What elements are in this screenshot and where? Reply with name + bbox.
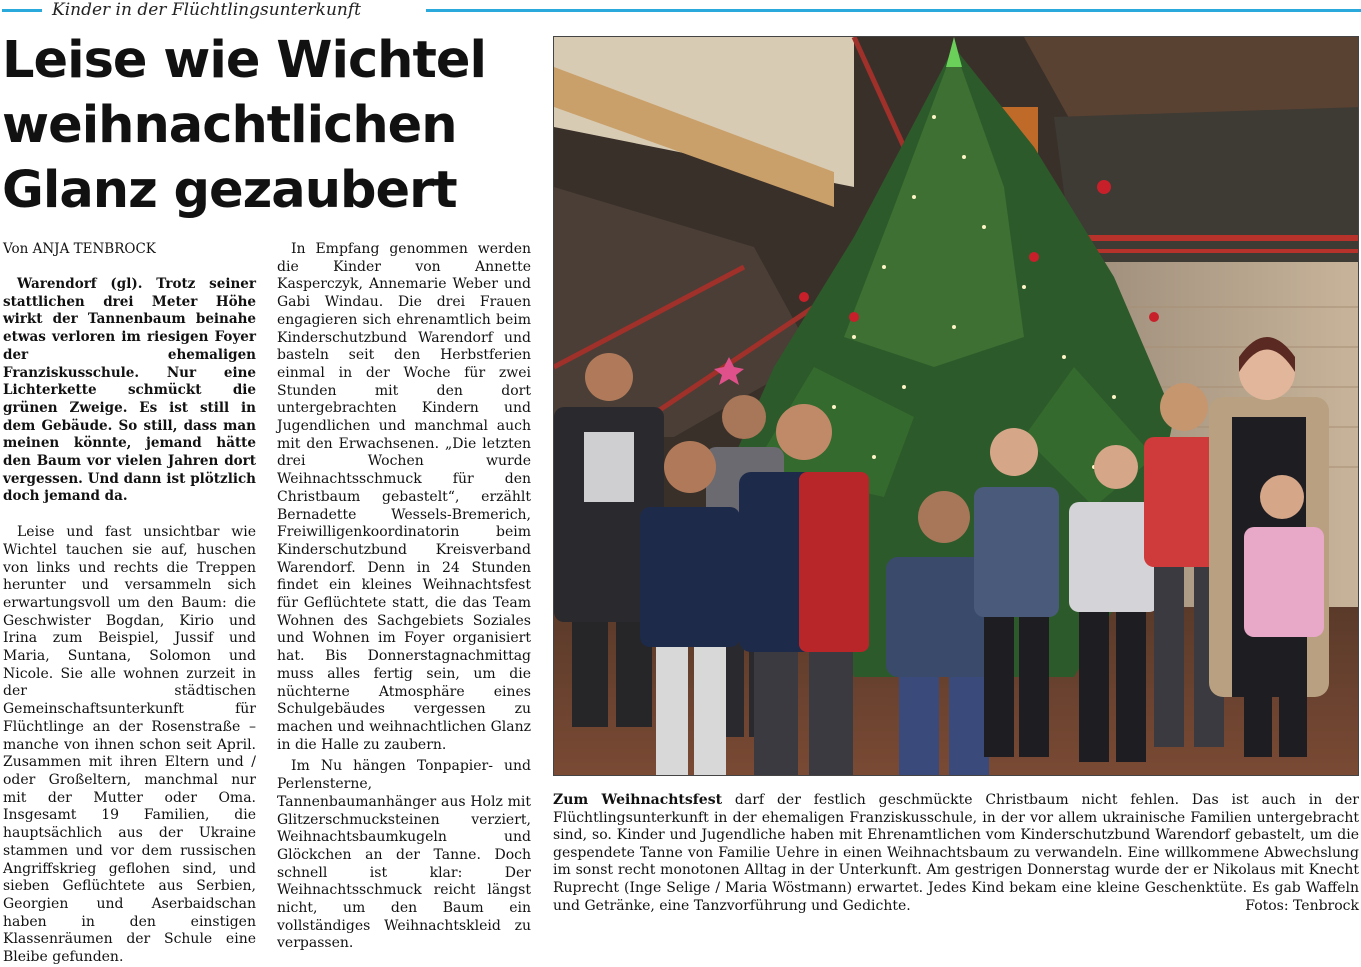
body-paragraph-3: Im Nu hängen Tonpapier- und Perlensterne, Tannenbaumanhänger aus Holz mit Glitzerschmucksteinen verziert, Weihnachtsbaumkugeln und Glöckchen an der Tanne. Doch schnell ist klar: Der Weihnachtsschmuck reicht längst nicht, um den Baum ein vollständiges Weihnachtskleid zu verpassen. [277,758,531,952]
section-kicker: Kinder in der Flüchtlingsunterkunft [52,0,361,20]
headline-line-1: Leise wie Wichtel [2,31,486,90]
section-rule-left [2,9,42,12]
body-paragraph-2: In Empfang genommen werden die Kinder von Annette Kasperczyk, Annemarie Weber und Gabi Windau. Die drei Frauen engagieren sich ehrenamtlich beim Kinderschutzbund Warendorf und basteln seit den Herbstferien einmal in der Woche für zwei Stunden mit den dort untergebrachten Kindern und Jugendlichen und manchmal auch mit den Erwachsenen. „Die letzten drei Wochen wurde Weihnachtsschmuck für den Christbaum gebastelt“, erzählt Bernadette Wessels-Bremerich, Freiwilligenkoordinatorin beim Kinderschutzbund Kreisverband Warendorf. Denn in 24 Stunden findet ein kleines Weihnachtsfest für Geflüchtete statt, die das Team Wohnen des Sachgebiets Soziales und Wohnen im Foyer organisiert hat. Bis Donnerstagnachmittag muss alles fertig sein, um die nüchterne Atmosphäre eines Schulgebäudes vergessen zu machen und weihnachtlichen Glanz in die Halle zu zaubern. [277,241,531,753]
text-column-2 [277,241,531,953]
section-rule-right [426,9,1361,12]
headline-line-2: weihnachtlichen [2,96,457,155]
article-headline [2,28,542,223]
text-column-1 [3,276,256,967]
article-photo [553,36,1359,776]
lead-paragraph: Warendorf (gl). Trotz seiner stattlichen drei Meter Höhe wirkt der Tannenbaum beinahe etwas verloren im riesigen Foyer der ehemaligen Franziskusschule. Nur eine Lichterkette schmückt die grünen Zweige. Es ist still in dem Gebäude. So still, dass man meinen könnte, jemand hätte den Baum vor vielen Jahren dort vergessen. Und dann ist plötzlich doch jemand da. [3,276,256,505]
body-paragraph-1: Leise und fast unsichtbar wie Wichtel tauchen sie auf, huschen von links und rechts die Treppen herunter und versammeln sich erwartungsvoll um den Baum: die Geschwister Bogdan, Kirio und Irina zum Beispiel, Jussif und Maria, Suntana, Solomon und Nicole. Sie alle wohnen zurzeit in der städtischen Gemeinschaftsunterkunft für Flüchtlinge an der Rosenstraße – manche von ihnen schon seit April. Zusammen mit ihren Eltern und / oder Großeltern, manchmal nur mit der Mutter oder Oma. Insgesamt 19 Familien, die hauptsächlich aus der Ukraine stammen und vor dem russischen Angriffskrieg geflohen sind, und sieben Geflüchtete aus Serbien, Georgien und Aserbaidschan haben in den einstigen Klassenräumen der Schule eine Bleibe gefunden. [3,524,256,966]
photo-credit: Fotos: Tenbrock [1245,897,1359,914]
byline: Von ANJA TENBROCK [3,241,156,257]
photo-caption [553,792,1359,915]
headline-line-3: Glanz gezaubert [2,161,457,220]
caption-lead: Zum Weihnachtsfest [553,792,723,808]
caption-text: darf der festlich geschmückte Christbaum nicht fehlen. Das ist auch in der Flüchtlingsunterkunft in der ehemaligen Franziskusschule, in der vor allem ukrainische Familien untergebracht sind, so. Kinder und Jugendliche haben mit Ehrenamtlichen vom Kinderschutzbund Warendorf gebastelt, um die gespendete Tanne von Familie Uehre in einen Weihnachtsbaum zu verwandeln. Eine willkommene Abwechslung im sonst recht monotonen Alltag in der Unterkunft. Am gestrigen Donnerstag wurde der er Nikolaus mit Knecht Ruprecht (Inge Selige / Maria Wöstmann) erwartet. Jedes Kind bekam eine kleine Geschenktüte. Es gab Waffeln und Getränke, eine Tanzvorführung und Gedichte. [553,792,1359,914]
section-header [0,0,1361,22]
